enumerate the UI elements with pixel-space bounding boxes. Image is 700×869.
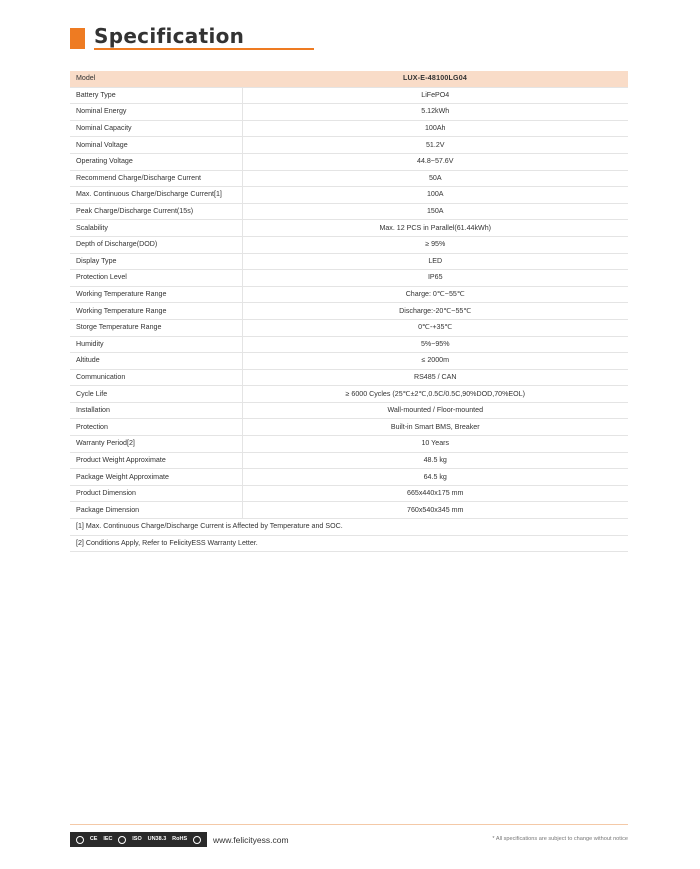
spec-value: IP65 [242, 270, 628, 287]
table-row [70, 120, 628, 137]
iec-mark-icon: IEC [103, 835, 113, 842]
spec-label: Display Type [70, 253, 242, 270]
table-row [70, 170, 628, 187]
spec-label: Cycle Life [70, 386, 242, 403]
table-row [70, 319, 628, 336]
table-row [70, 87, 628, 104]
table-row [70, 253, 628, 270]
table-row [70, 402, 628, 419]
spec-value: 5%~95% [242, 336, 628, 353]
spec-label: Nominal Voltage [70, 137, 242, 154]
spec-label: Depth of Discharge(DOD) [70, 236, 242, 253]
footnote: [1] Max. Continuous Charge/Discharge Current is Affected by Temperature and SOC. [70, 519, 628, 536]
spec-label: Battery Type [70, 87, 242, 104]
spec-label: Altitude [70, 353, 242, 370]
model-label: Model [70, 71, 242, 87]
accent-bar [70, 28, 85, 49]
page-header [70, 24, 314, 52]
spec-value: ≤ 2000m [242, 353, 628, 370]
tuv-mark-icon [118, 836, 126, 844]
table-row [70, 469, 628, 486]
table-row [70, 137, 628, 154]
spec-value: RS485 / CAN [242, 369, 628, 386]
spec-value: 5.12kWh [242, 104, 628, 121]
table-row [70, 220, 628, 237]
table-header-row [70, 71, 628, 87]
table-row [70, 104, 628, 121]
certification-strip [70, 832, 207, 847]
table-row [70, 203, 628, 220]
table-row [70, 187, 628, 204]
spec-value: LED [242, 253, 628, 270]
spec-label: Recommend Charge/Discharge Current [70, 170, 242, 187]
spec-label: Installation [70, 402, 242, 419]
iso-mark-icon: ISO [132, 835, 142, 842]
table-row [70, 336, 628, 353]
table-row [70, 436, 628, 453]
spec-value: 150A [242, 203, 628, 220]
spec-label: Warranty Period[2] [70, 436, 242, 453]
title-underline [94, 48, 314, 50]
table-row [70, 369, 628, 386]
spec-label: Package Weight Approximate [70, 469, 242, 486]
un383-mark-icon: UN38.3 [147, 835, 167, 842]
spec-value: 44.8~57.6V [242, 153, 628, 170]
spec-label: Storge Temperature Range [70, 319, 242, 336]
spec-label: Working Temperature Range [70, 303, 242, 320]
spec-value: 760x540x345 mm [242, 502, 628, 519]
ce-mark-icon: CE [89, 835, 98, 842]
spec-label: Peak Charge/Discharge Current(15s) [70, 203, 242, 220]
table-row [70, 270, 628, 287]
spec-value: ≥ 6000 Cycles (25℃±2℃,0.5C/0.5C,90%DOD,70%EOL) [242, 386, 628, 403]
spec-label: Product Weight Approximate [70, 452, 242, 469]
footnote: [2] Conditions Apply, Refer to FelicityESS Warranty Letter. [70, 535, 628, 552]
spec-label: Scalability [70, 220, 242, 237]
spec-value: Built-in Smart BMS, Breaker [242, 419, 628, 436]
recycle-icon [193, 836, 201, 844]
spec-value: ≥ 95% [242, 236, 628, 253]
spec-value: Charge: 0℃~55℃ [242, 286, 628, 303]
spec-label: Humidity [70, 336, 242, 353]
table-row [70, 419, 628, 436]
spec-label: Nominal Capacity [70, 120, 242, 137]
spec-label: Product Dimension [70, 485, 242, 502]
footnote-row [70, 535, 628, 552]
spec-value: 100A [242, 187, 628, 204]
spec-value: Wall-mounted / Floor-mounted [242, 402, 628, 419]
spec-table [70, 71, 628, 552]
spec-value: 665x440x175 mm [242, 485, 628, 502]
spec-label: Protection [70, 419, 242, 436]
footer-divider [70, 824, 628, 825]
spec-value: LiFePO4 [242, 87, 628, 104]
spec-label: Working Temperature Range [70, 286, 242, 303]
page-title: Specification [94, 24, 245, 48]
spec-label: Nominal Energy [70, 104, 242, 121]
spec-value: Discharge:-20℃~55℃ [242, 303, 628, 320]
spec-value: 64.5 kg [242, 469, 628, 486]
table-row [70, 303, 628, 320]
website-link[interactable]: www.felicityess.com [213, 835, 289, 845]
table-row [70, 502, 628, 519]
spec-value: 50A [242, 170, 628, 187]
table-row [70, 452, 628, 469]
footnote-row [70, 519, 628, 536]
spec-value: 0℃-+35℃ [242, 319, 628, 336]
spec-value: 51.2V [242, 137, 628, 154]
table-row [70, 153, 628, 170]
disclaimer-text: * All specifications are subject to change without notice [492, 836, 628, 842]
table-row [70, 236, 628, 253]
table-row [70, 286, 628, 303]
spec-value: 100Ah [242, 120, 628, 137]
spec-label: Operating Voltage [70, 153, 242, 170]
table-row [70, 485, 628, 502]
table-row [70, 353, 628, 370]
spec-value: 10 Years [242, 436, 628, 453]
model-value: LUX-E-48100LG04 [242, 71, 628, 87]
globe-icon [76, 836, 84, 844]
table-row [70, 386, 628, 403]
rohs-mark-icon: RoHS [172, 835, 188, 842]
spec-label: Max. Continuous Charge/Discharge Current[1] [70, 187, 242, 204]
spec-label: Communication [70, 369, 242, 386]
spec-value: Max. 12 PCS in Parallel(61.44kWh) [242, 220, 628, 237]
spec-label: Package Dimension [70, 502, 242, 519]
spec-label: Protection Level [70, 270, 242, 287]
spec-value: 48.5 kg [242, 452, 628, 469]
